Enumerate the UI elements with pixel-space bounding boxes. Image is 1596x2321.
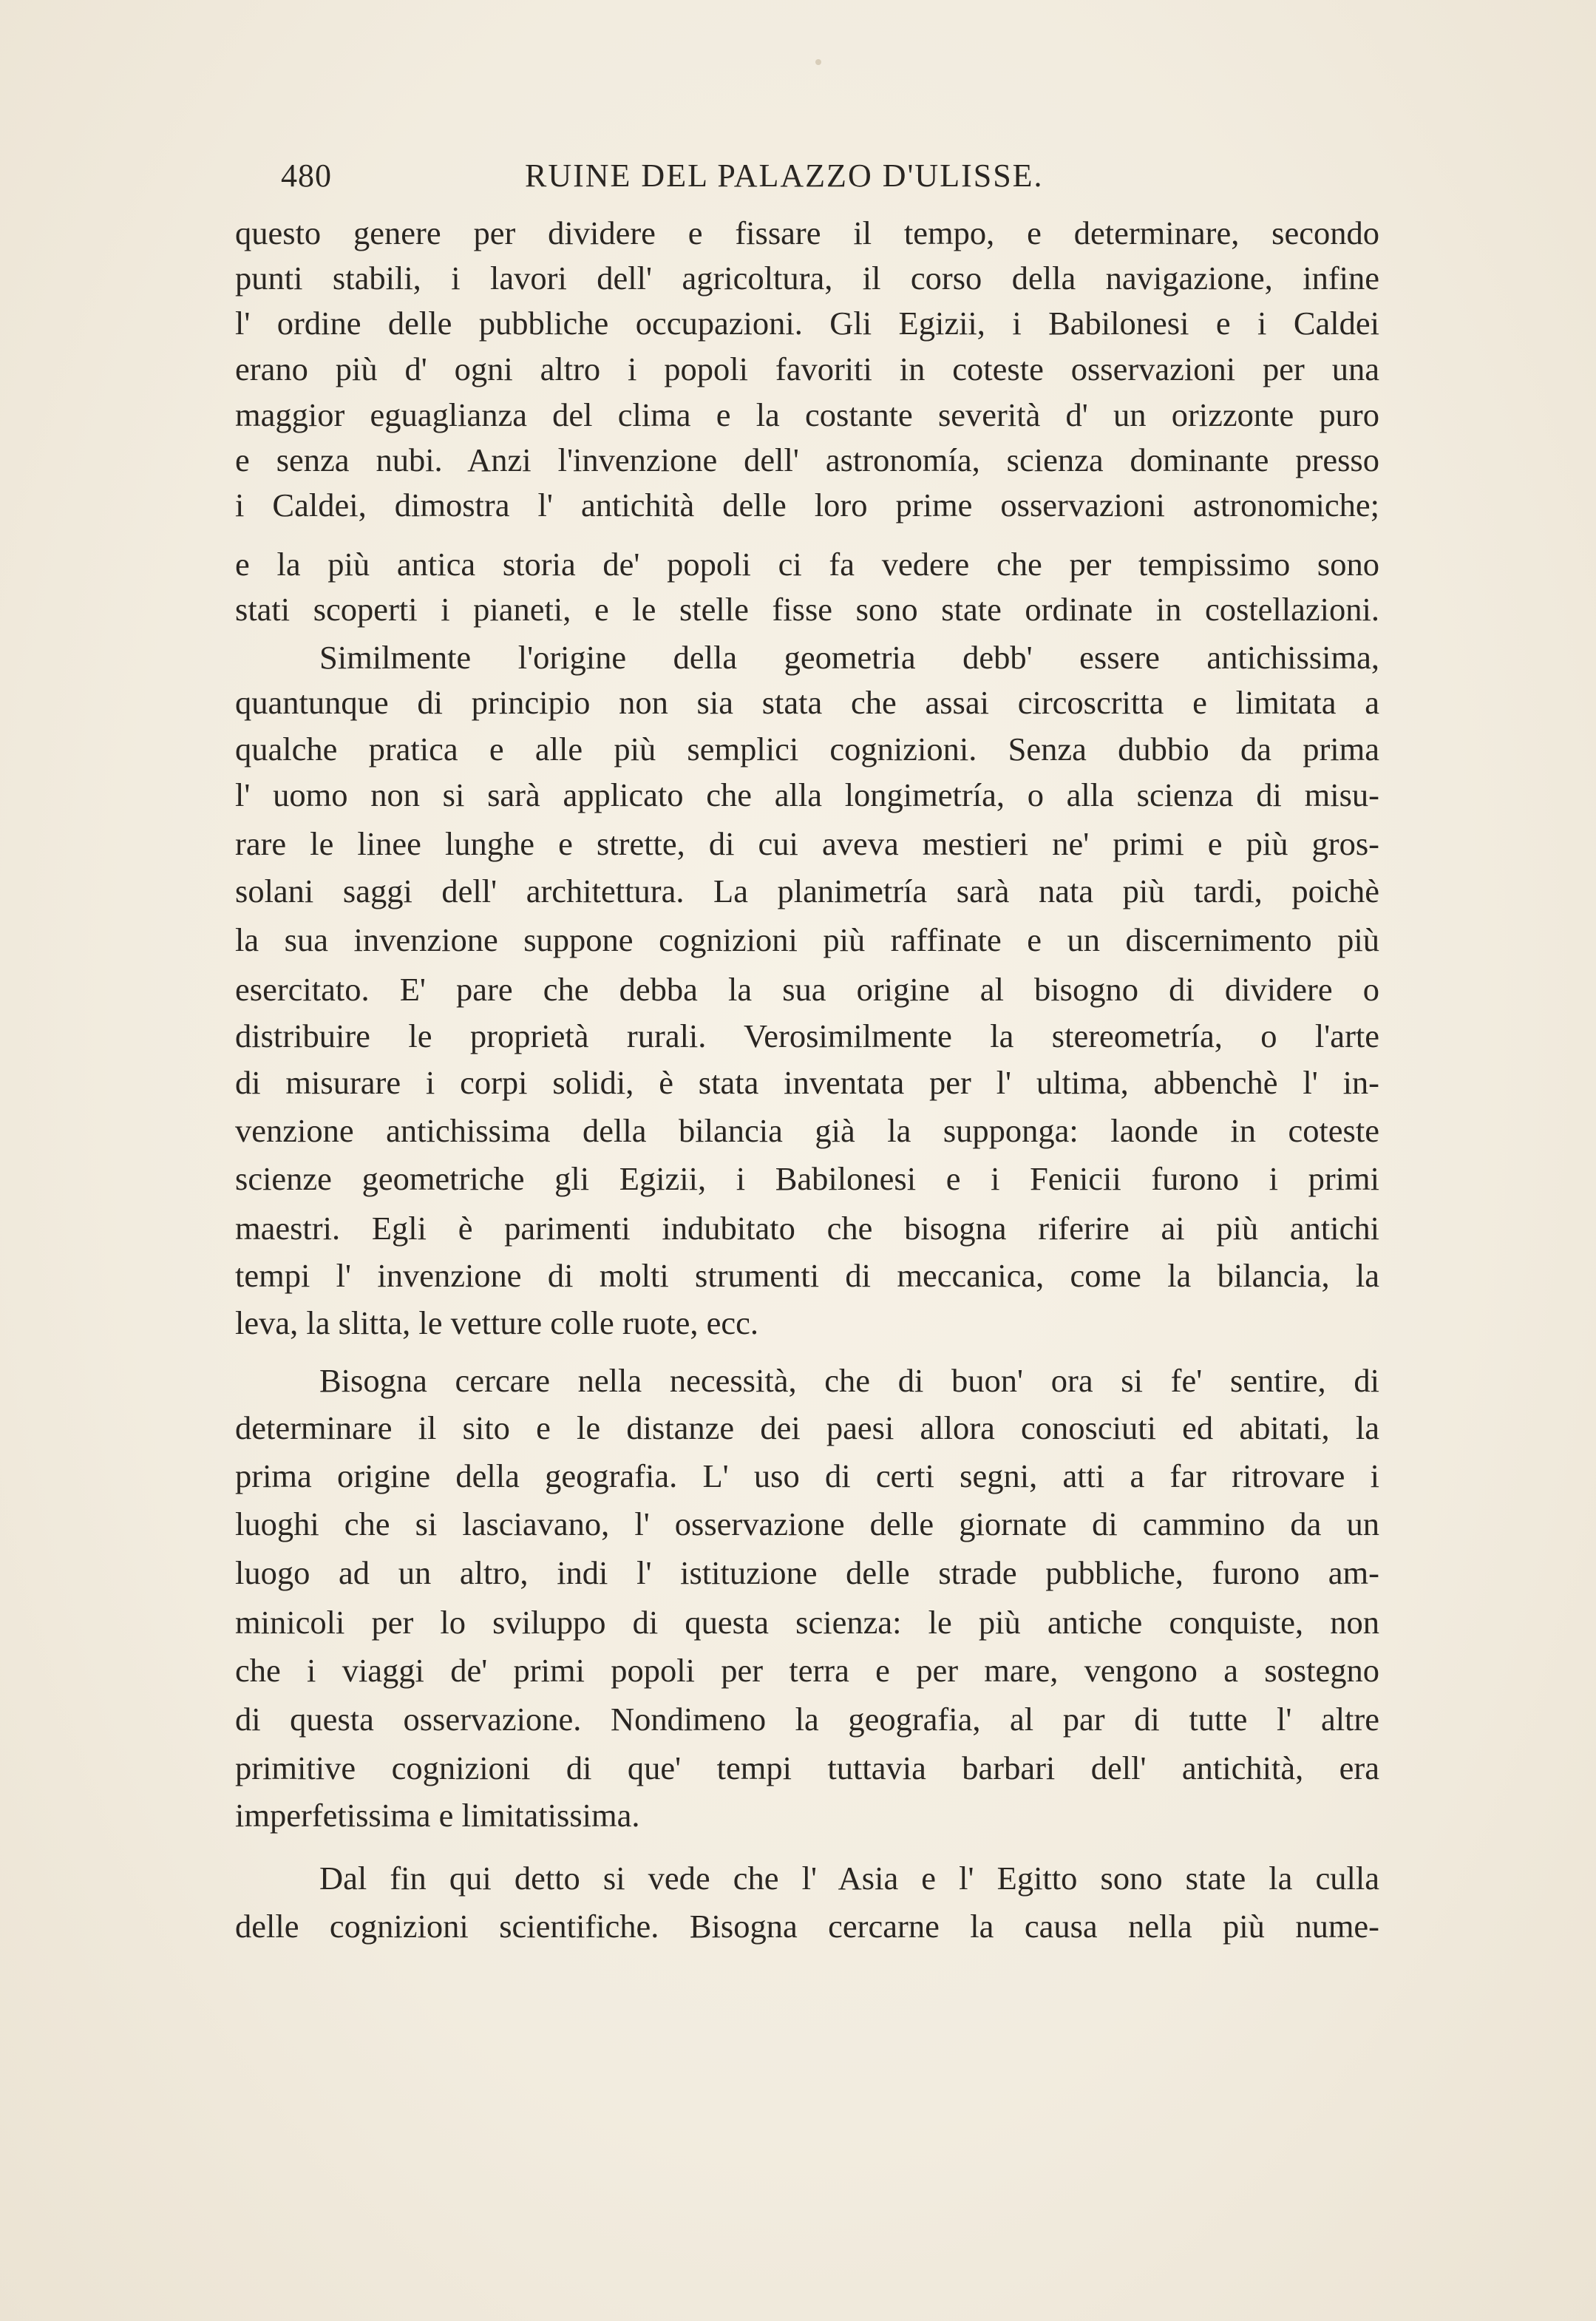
text-line: luogo ad un altro, indi l' istituzione delle strade pubbliche, furono am-	[235, 1554, 1379, 1591]
text-line: scienze geometriche gli Egizii, i Babilonesi e i Fenicii furono i primi	[235, 1160, 1379, 1197]
text-line: la sua invenzione suppone cognizioni più raffinate e un discernimento più	[235, 921, 1379, 958]
text-line: minicoli per lo sviluppo di questa scienza: le più antiche conquiste, non	[235, 1604, 1379, 1641]
text-line: esercitato. E' pare che debba la sua origine al bisogno di dividere o	[235, 971, 1379, 1008]
text-line: luoghi che si lasciavano, l' osservazione delle giornate di cammino da un	[235, 1505, 1379, 1542]
page-header	[281, 157, 1375, 201]
text-line: quantunque di principio non sia stata che assai circoscritta e limitata a	[235, 684, 1379, 721]
text-line: qualche pratica e alle più semplici cognizioni. Senza dubbio da prima	[235, 731, 1379, 768]
text-line: venzione antichissima della bilancia già la supponga: laonde in coteste	[235, 1112, 1379, 1149]
text-line: che i viaggi de' primi popoli per terra e per mare, vengono a sostegno	[235, 1652, 1379, 1689]
text-line: questo genere per dividere e fissare il tempo, e determinare, secondo	[235, 214, 1379, 251]
running-head: RUINE DEL PALAZZO D'ULISSE.	[525, 157, 1044, 194]
text-line: determinare il sito e le distanze dei paesi allora conosciuti ed abitati, la	[235, 1409, 1379, 1446]
text-line: prima origine della geografia. L' uso di certi segni, atti a far ritrovare i	[235, 1457, 1379, 1494]
text-line: l' ordine delle pubbliche occupazioni. Gli Egizii, i Babilonesi e i Caldei	[235, 305, 1379, 342]
text-line: punti stabili, i lavori dell' agricoltura, il corso della navigazione, infine	[235, 260, 1379, 297]
text-line: maggior eguaglianza del clima e la costante severità d' un orizzonte puro	[235, 396, 1379, 433]
text-line: distribuire le proprietà rurali. Verosimilmente la stereometría, o l'arte	[235, 1017, 1379, 1054]
paper-spot	[815, 59, 821, 65]
text-line: solani saggi dell' architettura. La planimetría sarà nata più tardi, poichè	[235, 873, 1379, 909]
page-number: 480	[281, 157, 332, 194]
text-line: e la più antica storia de' popoli ci fa vedere che per tempissimo sono	[235, 546, 1379, 583]
text-line: Bisogna cercare nella necessità, che di buon' ora si fe' sentire, di	[319, 1362, 1379, 1399]
text-line: tempi l' invenzione di molti strumenti di meccanica, come la bilancia, la	[235, 1257, 1379, 1294]
text-line: Dal fin qui detto si vede che l' Asia e l' Egitto sono state la culla	[319, 1860, 1379, 1897]
text-line: leva, la slitta, le vetture colle ruote, ecc.	[235, 1304, 758, 1341]
text-line: di questa osservazione. Nondimeno la geografia, al par di tutte l' altre	[235, 1701, 1379, 1738]
text-line: l' uomo non si sarà applicato che alla longimetría, o alla scienza di misu-	[235, 776, 1379, 813]
text-line: stati scoperti i pianeti, e le stelle fisse sono state ordinate in costellazioni.	[235, 591, 1379, 628]
text-line: delle cognizioni scientifiche. Bisogna cercarne la causa nella più nume-	[235, 1908, 1379, 1945]
text-line: primitive cognizioni di que' tempi tuttavia barbari dell' antichità, era	[235, 1749, 1379, 1786]
text-line: maestri. Egli è parimenti indubitato che bisogna riferire ai più antichi	[235, 1210, 1379, 1247]
text-line: e senza nubi. Anzi l'invenzione dell' astronomía, scienza dominante presso	[235, 441, 1379, 478]
text-line: i Caldei, dimostra l' antichità delle loro prime osservazioni astronomiche;	[235, 487, 1379, 524]
text-line: di misurare i corpi solidi, è stata inventata per l' ultima, abbenchè l' in-	[235, 1064, 1379, 1101]
text-line: rare le linee lunghe e strette, di cui aveva mestieri ne' primi e più gros-	[235, 825, 1379, 862]
text-line: Similmente l'origine della geometria debb' essere antichissima,	[319, 639, 1379, 676]
text-line: imperfetissima e limitatissima.	[235, 1797, 640, 1834]
text-line: erano più d' ogni altro i popoli favoriti in coteste osservazioni per una	[235, 350, 1379, 387]
